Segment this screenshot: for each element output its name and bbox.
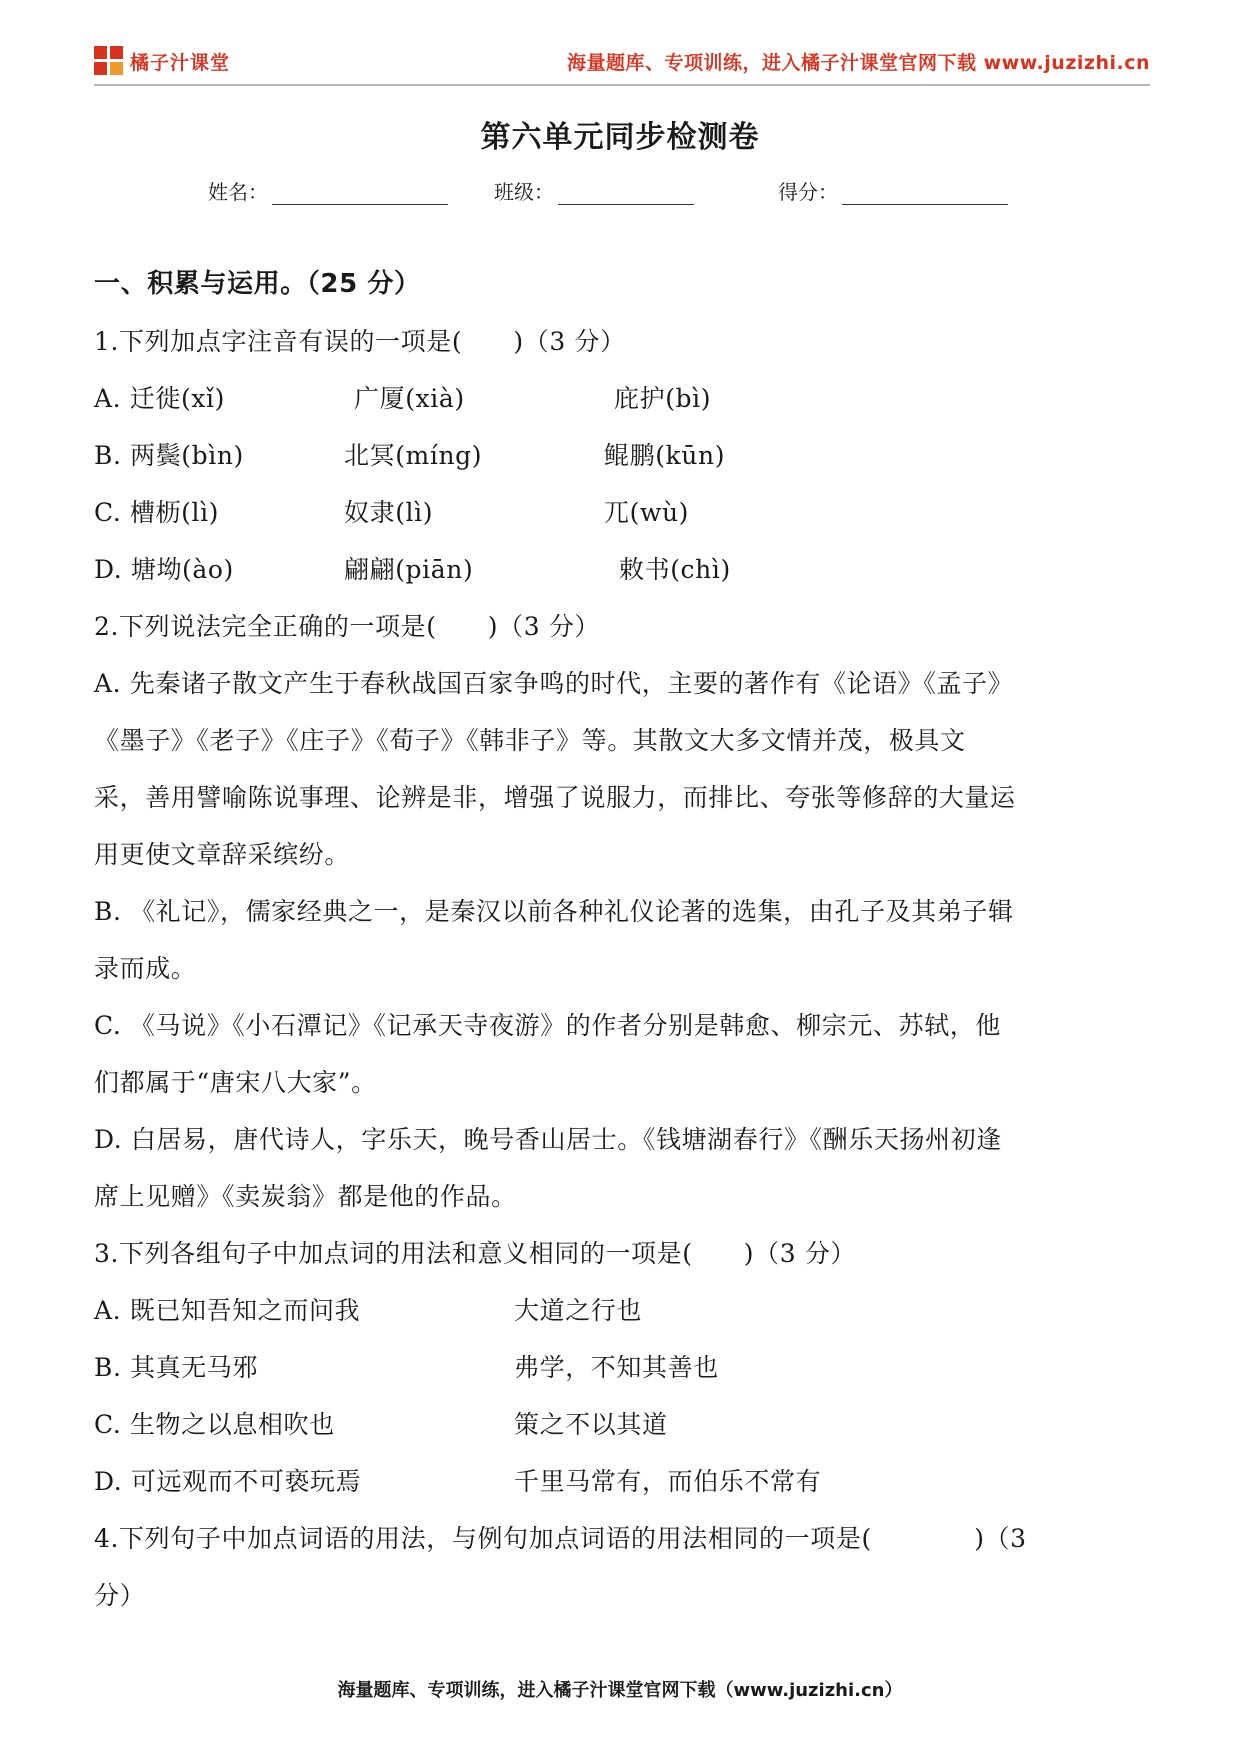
question-1-option-d — [94, 541, 1150, 598]
question-2-option-c-line: 们都属于“唐宋八大家”。 — [94, 1068, 377, 1097]
question-4-stem-cont: 分） — [94, 1581, 146, 1610]
name-blank-line[interactable] — [272, 180, 448, 205]
question-1-option-c — [94, 484, 1150, 541]
class-field[interactable] — [494, 176, 694, 205]
name-field[interactable] — [208, 176, 448, 205]
option-item: 广厦(xià) — [354, 384, 465, 413]
logo-text: 橘子汁课堂 — [130, 51, 231, 74]
option-item: B. 其真无马邪 — [94, 1353, 259, 1382]
class-blank-line[interactable] — [558, 180, 694, 205]
option-item: D. 塘坳(ào) — [94, 555, 234, 584]
option-item: 北冥(míng) — [344, 441, 483, 470]
question-2-stem: 2.下列说法完全正确的一项是( )（3 分） — [94, 612, 601, 641]
option-item: 奴隶(lì) — [344, 498, 434, 527]
question-3-option-b — [94, 1339, 1150, 1396]
question-2-option-b-line: B. 《礼记》，儒家经典之一，是秦汉以前各种礼仪论著的选集，由孔子及其弟子辑 — [94, 897, 1014, 926]
question-3-stem: 3.下列各组句子中加点词的用法和意义相同的一项是( )（3 分） — [94, 1239, 857, 1268]
option-item: A. 既已知吾知之而问我 — [94, 1296, 361, 1325]
question-2-option-a-line: A. 先秦诸子散文产生于春秋战国百家争鸣的时代，主要的著作有《论语》《孟子》 — [94, 669, 1014, 698]
class-label: 班级： — [494, 180, 554, 204]
question-3-option-a — [94, 1282, 1150, 1339]
page-header — [94, 40, 1150, 86]
option-item: 鲲鹏(kūn) — [604, 441, 726, 470]
question-1-stem: 1.下列加点字注音有误的一项是( )（3 分） — [94, 327, 626, 356]
logo-icon — [94, 46, 124, 76]
page-footer: 海量题库、专项训练，进入橘子汁课堂官网下载（www.juzizhi.cn） — [337, 1680, 903, 1701]
question-2-option-d-line: 席上见赠》《卖炭翁》都是他的作品。 — [94, 1182, 517, 1211]
brand-logo — [94, 44, 230, 78]
option-item: 庇护(bì) — [614, 384, 712, 413]
question-1-option-a — [94, 370, 1150, 427]
option-item: 翩翩(piān) — [344, 555, 474, 584]
question-2-option-a-line: 《墨子》《老子》《庄子》《荀子》《韩非子》等。其散文大多文情并茂，极具文 — [94, 726, 966, 755]
option-item: 千里马常有，而伯乐不常有 — [514, 1467, 822, 1496]
option-item: 弗学，不知其善也 — [514, 1353, 719, 1382]
question-1-option-b — [94, 427, 1150, 484]
question-3-option-d — [94, 1453, 1150, 1510]
score-field[interactable] — [778, 176, 1008, 205]
option-item: A. 迁徙(xǐ) — [94, 384, 225, 413]
header-slogan: 海量题库、专项训练，进入橘子汁课堂官网下载 www.juzizhi.cn — [567, 52, 1150, 74]
option-item: 兀(wù) — [604, 498, 690, 527]
option-item: C. 生物之以息相吹也 — [94, 1410, 335, 1439]
exam-content — [94, 256, 1150, 1624]
option-item: D. 可远观而不可亵玩焉 — [94, 1467, 362, 1496]
score-label: 得分： — [778, 180, 838, 204]
question-2-option-a-line: 用更使文章辞采缤纷。 — [94, 840, 351, 869]
question-4-stem: 4.下列句子中加点词语的用法，与例句加点词语的用法相同的一项是( )（3 — [94, 1524, 1027, 1553]
name-label: 姓名： — [208, 180, 268, 204]
option-item: 敕书(chì) — [619, 555, 731, 584]
option-item: C. 槽枥(lì) — [94, 498, 220, 527]
student-info-row — [208, 176, 1048, 206]
question-2-option-b-line: 录而成。 — [94, 954, 197, 983]
question-3-option-c — [94, 1396, 1150, 1453]
option-item: B. 两鬓(bìn) — [94, 441, 244, 470]
option-item: 大道之行也 — [514, 1296, 643, 1325]
question-2-option-a-line: 采，善用譬喻陈说事理、论辨是非，增强了说服力，而排比、夸张等修辞的大量运 — [94, 783, 1016, 812]
option-item: 策之不以其道 — [514, 1410, 668, 1439]
page-title: 第六单元同步检测卷 — [480, 120, 760, 155]
score-blank-line[interactable] — [842, 180, 1008, 205]
section-title: 一、积累与运用。（25 分） — [94, 269, 421, 299]
question-2-option-d-line: D. 白居易，唐代诗人，字乐天，晚号香山居士。《钱塘湖春行》《酬乐天扬州初逢 — [94, 1125, 1002, 1154]
question-2-option-c-line: C. 《马说》《小石潭记》《记承天寺夜游》的作者分别是韩愈、柳宗元、苏轼，他 — [94, 1011, 1001, 1040]
